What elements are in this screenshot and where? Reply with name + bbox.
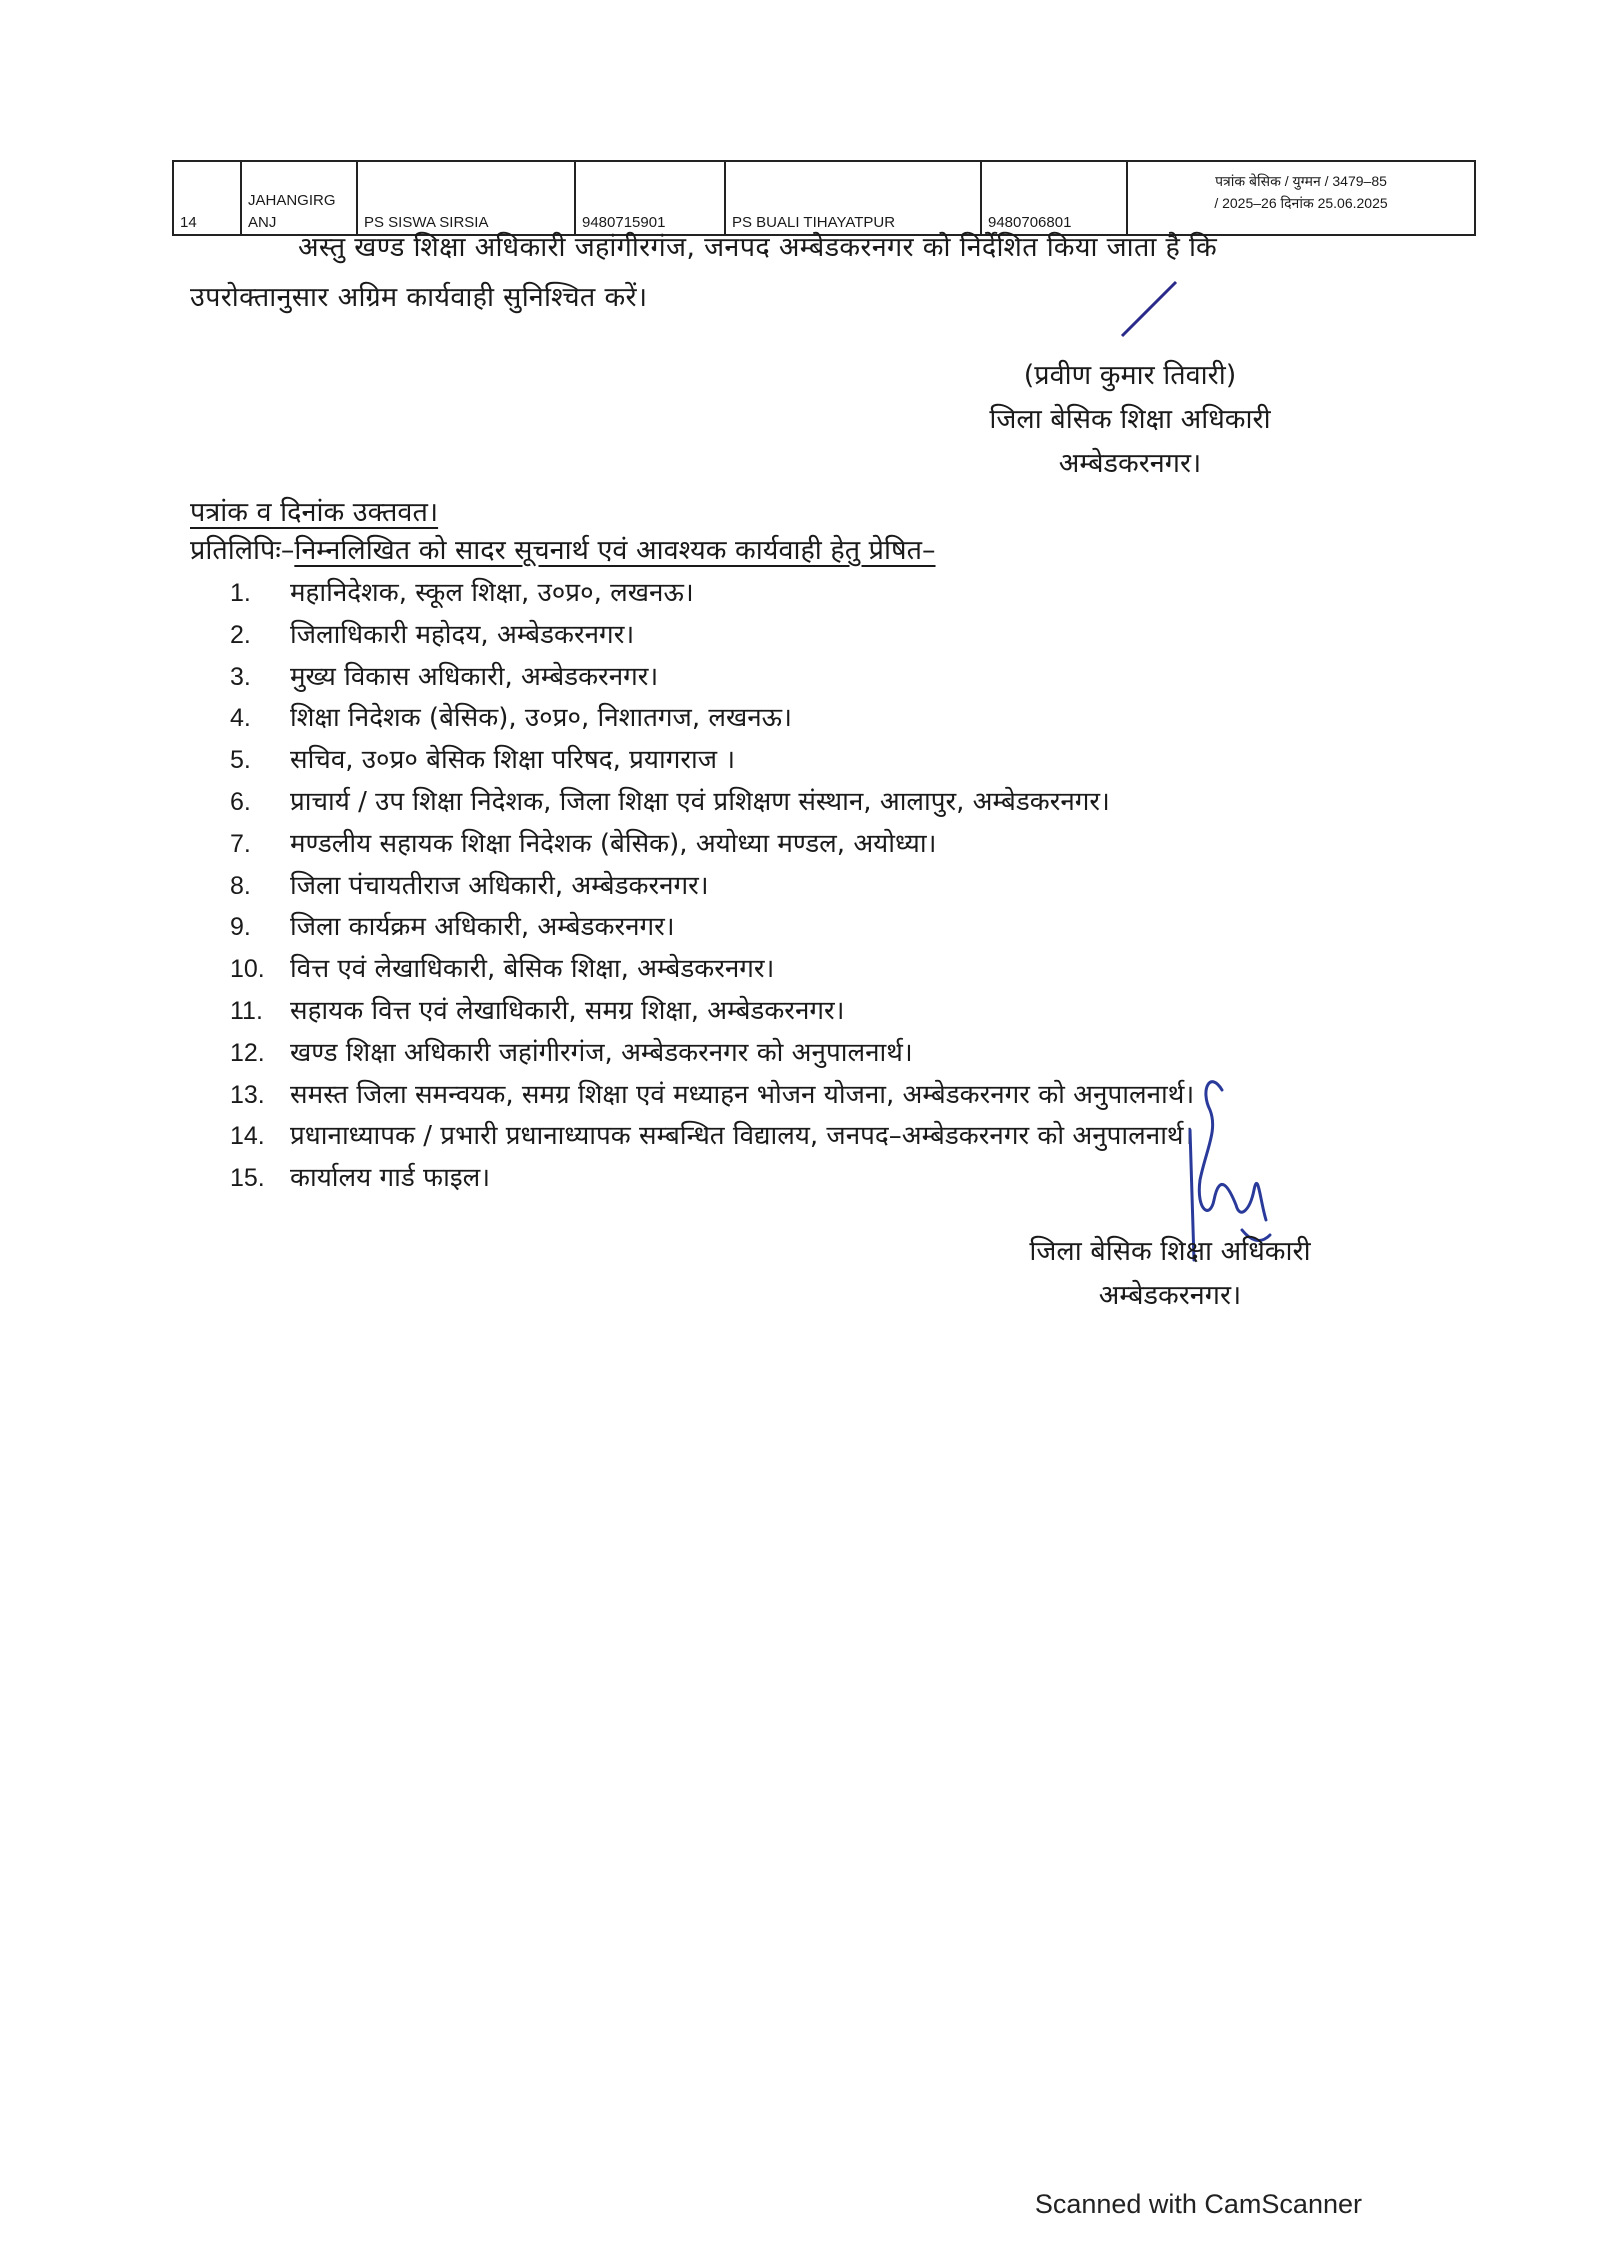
list-item [230, 615, 1194, 657]
copy-to-line [190, 530, 936, 567]
order-ref-line1: पत्रांक बेसिक / युग्मन / 3479–85 [1215, 173, 1387, 189]
list-item-text: सचिव, उ०प्र० बेसिक शिक्षा परिषद, प्रयागराज । [290, 745, 736, 776]
list-item-number: 10. [230, 955, 265, 984]
list-item-number: 6. [230, 787, 251, 816]
list-item-text: जिलाधिकारी महोदय, अम्बेडकरनगर। [290, 619, 635, 650]
serial-number: 14 [180, 214, 197, 231]
list-item-text: मुख्य विकास अधिकारी, अम्बेडकरनगर। [290, 661, 659, 692]
list-item [230, 949, 1194, 991]
list-item-text: महानिदेशक, स्कूल शिक्षा, उ०प्र०, लखनऊ। [290, 578, 694, 608]
list-item-number: 2. [230, 620, 251, 649]
serial-cell [173, 161, 241, 235]
list-item-text: सहायक वित्त एवं लेखाधिकारी, समग्र शिक्षा, अम्बेडकरनगर। [290, 995, 845, 1026]
officer-place: अम्बेडकरनगर। [1058, 448, 1202, 479]
table-row [173, 161, 1475, 235]
list-item-number: 15. [230, 1164, 265, 1193]
list-item-number: 12. [230, 1038, 265, 1067]
copy-to-label: प्रतिलिपिः– [190, 535, 295, 566]
list-item [230, 782, 1194, 824]
school-from: PS SISWA SIRSIA [364, 214, 489, 231]
signature-block-2 [970, 1230, 1370, 1318]
block-name-line2: ANJ [248, 214, 277, 231]
body-line-2: उपरोक्तानुसार अग्रिम कार्यवाही सुनिश्चित करें। [190, 282, 648, 313]
signature-stroke-1 [1120, 278, 1180, 338]
list-item [230, 1116, 1194, 1158]
order-ref-line2: / 2025–26 दिनांक 25.06.2025 [1214, 195, 1388, 211]
list-item-number: 5. [230, 746, 251, 775]
reference-line: पत्रांक व दिनांक उक्तवत। [190, 497, 439, 528]
signature-block-1 [920, 354, 1340, 486]
list-item [230, 991, 1194, 1033]
list-item-text: जिला पंचायतीराज अधिकारी, अम्बेडकरनगर। [290, 870, 709, 901]
order-ref-cell [1127, 161, 1475, 235]
list-item [230, 1033, 1194, 1075]
udise-to: 9480706801 [988, 214, 1072, 231]
list-item [230, 866, 1194, 908]
list-item [230, 657, 1194, 699]
list-item-number: 4. [230, 704, 251, 733]
list-item [230, 698, 1194, 740]
copy-to-text: निम्नलिखित को सादर सूचनार्थ एवं आवश्यक कार्यवाही हेतु प्रेषित– [294, 535, 936, 566]
body-line-1: अस्तु खण्ड शिक्षा अधिकारी जहांगीरगंज, जनपद अम्बेडकरनगर को निर्देशित किया जाता है कि [298, 232, 1218, 263]
school-to-cell [725, 161, 981, 235]
list-item-text: प्रधानाध्यापक / प्रभारी प्रधानाध्यापक सम्बन्धित विद्यालय, जनपद–अम्बेडकरनगर को अनुपालनार्थ। [290, 1121, 1194, 1152]
udise-from-cell [575, 161, 725, 235]
list-item-number: 3. [230, 662, 251, 691]
list-item-number: 1. [230, 579, 251, 607]
list-item [230, 907, 1194, 949]
block-cell [241, 161, 357, 235]
officer-name: (प्रवीण कुमार तिवारी) [1023, 360, 1237, 391]
list-item-number: 11. [230, 996, 263, 1025]
list-item-text: शिक्षा निदेशक (बेसिक), उ०प्र०, निशातगज, लखनऊ। [290, 703, 792, 734]
list-item-number: 7. [230, 829, 251, 858]
list-item [230, 1075, 1194, 1117]
officer-designation-2: जिला बेसिक शिक्षा अधिकारी [1029, 1236, 1311, 1267]
officer-designation: जिला बेसिक शिक्षा अधिकारी [989, 404, 1271, 435]
udise-from: 9480715901 [582, 214, 666, 231]
block-name-line1: JAHANGIRG [248, 192, 336, 209]
officer-place-2: अम्बेडकरनगर। [1098, 1280, 1242, 1311]
school-from-cell [357, 161, 575, 235]
list-item-text: वित्त एवं लेखाधिकारी, बेसिक शिक्षा, अम्बेडकरनगर। [290, 954, 775, 985]
list-item-number: 13. [230, 1080, 265, 1109]
list-item-text: कार्यालय गार्ड फाइल। [290, 1163, 491, 1194]
list-item [230, 1158, 1194, 1200]
transfer-table [172, 160, 1476, 236]
scanner-footer: Scanned with CamScanner [1034, 2189, 1362, 2219]
list-item [230, 740, 1194, 782]
list-item-text: समस्त जिला समन्वयक, समग्र शिक्षा एवं मध्याहन भोजन योजना, अम्बेडकरनगर को अनुपालनार्थ। [290, 1079, 1195, 1110]
list-item-number: 14. [230, 1122, 265, 1151]
list-item-text: जिला कार्यक्रम अधिकारी, अम्बेडकरनगर। [290, 912, 675, 943]
school-to: PS BUALI TIHAYATPUR [732, 214, 896, 231]
list-item-number: 9. [230, 913, 251, 942]
list-item [230, 824, 1194, 866]
list-item-text: प्राचार्य / उप शिक्षा निदेशक, जिला शिक्षा एवं प्रशिक्षण संस्थान, आलापुर, अम्बेडकरनगर। [290, 786, 1110, 817]
list-item [230, 573, 1194, 615]
list-item-text: मण्डलीय सहायक शिक्षा निदेशक (बेसिक), अयोध्या मण्डल, अयोध्या। [290, 828, 937, 859]
udise-to-cell [981, 161, 1127, 235]
list-item-number: 8. [230, 871, 251, 900]
list-item-text: खण्ड शिक्षा अधिकारी जहांगीरगंज, अम्बेडकरनगर को अनुपालनार्थ। [290, 1037, 913, 1068]
recipient-list [230, 573, 1194, 1200]
